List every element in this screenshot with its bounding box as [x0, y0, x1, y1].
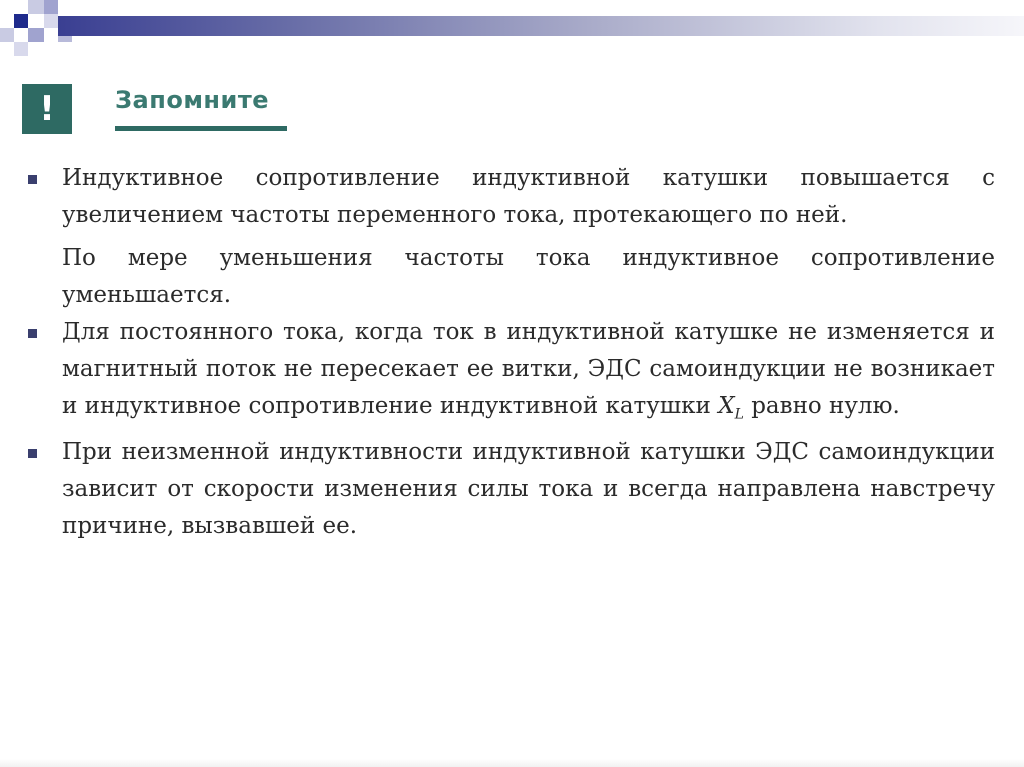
list-item [20, 160, 995, 234]
bottom-edge [0, 759, 1024, 767]
list-item-text-tail: равно нулю. [751, 393, 900, 419]
list-item-text: Для постоянного тока, когда ток в индуктивной катушке не изменяется и магнитный поток не пересекает ее витки, ЭДС самоиндукции не возникает и индуктивное сопротивление индуктивной катушки [62, 319, 995, 419]
bullet-icon [28, 329, 37, 338]
variable-subscript: L [734, 406, 744, 423]
deco-square-light [28, 0, 44, 14]
deco-square-light [14, 42, 28, 56]
bullet-icon [28, 449, 37, 458]
list-item-continuation [20, 240, 995, 314]
section-title: Запомните [115, 86, 270, 114]
deco-square-dark [14, 14, 28, 28]
deco-square-light [44, 14, 58, 28]
list-item-text: При неизменной индуктивности индуктивной катушки ЭДС самоиндукции зависит от скорости изменения силы тока и всегда направлена навстречу причине, вызвавшей ее. [62, 438, 995, 539]
list-item [20, 434, 995, 545]
content-body [20, 160, 995, 545]
deco-square-mid [28, 28, 44, 42]
header-gradient-bar [58, 16, 1024, 36]
variable-symbol: X [718, 393, 735, 419]
title-underline [115, 126, 287, 131]
list-item-text: По мере уменьшения частоты тока индуктивное сопротивление уменьшается. [62, 245, 995, 308]
deco-square-light [0, 28, 14, 42]
list-item [20, 314, 995, 434]
bullet-icon [28, 175, 37, 184]
exclamation-icon: ! [22, 84, 72, 134]
list-item-text: Индуктивное сопротивление индуктивной катушки повышается с увеличением частоты переменного тока, протекающего по ней. [62, 165, 995, 228]
deco-square-mid [44, 0, 58, 14]
